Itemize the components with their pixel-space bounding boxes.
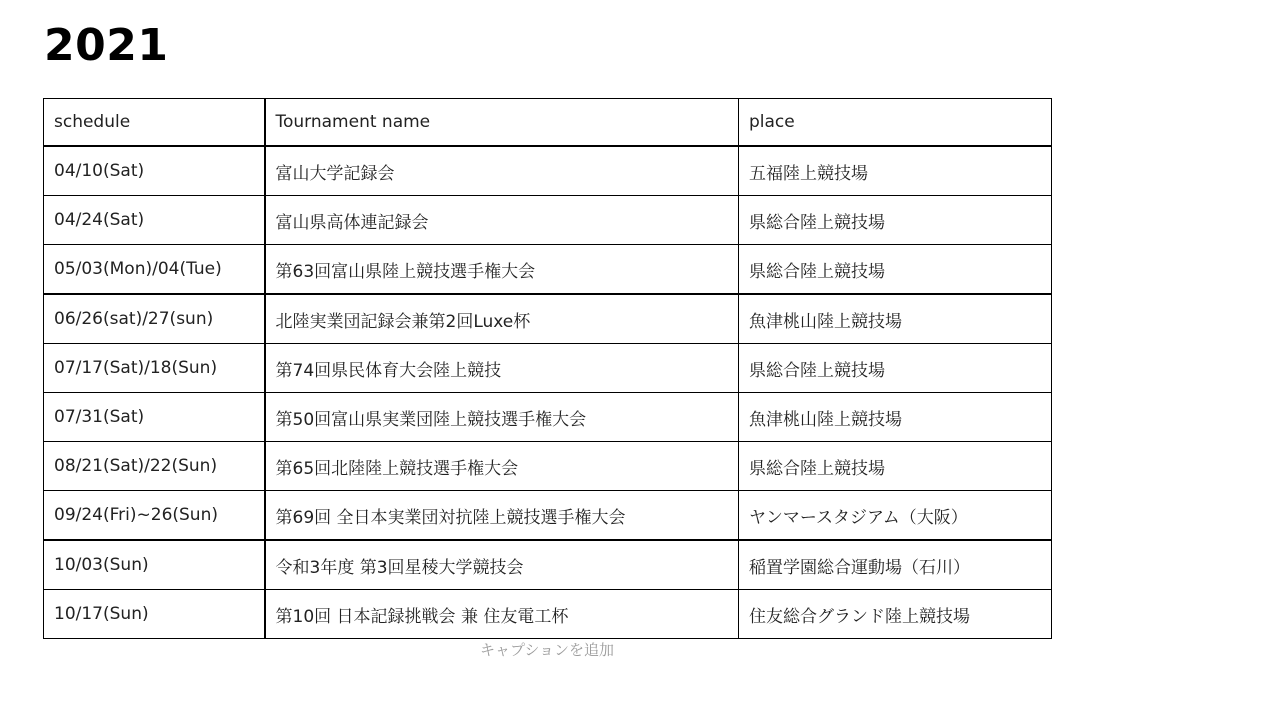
cell-tournament-name[interactable]: 第69回 全日本実業団対抗陸上競技選手権大会 — [265, 491, 739, 541]
table-row — [44, 442, 1052, 491]
cell-tournament-name[interactable]: 第10回 日本記録挑戦会 兼 住友電工杯 — [265, 590, 739, 639]
table-row — [44, 590, 1052, 639]
cell-schedule[interactable]: 07/31(Sat) — [44, 393, 265, 442]
table-row — [44, 393, 1052, 442]
header-tournament-name[interactable]: Tournament name — [265, 99, 739, 147]
cell-tournament-name[interactable]: 第74回県民体育大会陸上競技 — [265, 344, 739, 393]
table-header-row — [44, 99, 1052, 147]
cell-schedule[interactable]: 06/26(sat)/27(sun) — [44, 294, 265, 344]
cell-tournament-name[interactable]: 富山県高体連記録会 — [265, 196, 739, 245]
cell-place[interactable]: 魚津桃山陸上競技場 — [739, 393, 1052, 442]
table-row — [44, 491, 1052, 541]
cell-place[interactable]: 魚津桃山陸上競技場 — [739, 294, 1052, 344]
cell-place[interactable]: ヤンマースタジアム（大阪） — [739, 491, 1052, 541]
cell-schedule[interactable]: 10/17(Sun) — [44, 590, 265, 639]
cell-tournament-name[interactable]: 富山大学記録会 — [265, 146, 739, 196]
page-title: 2021 — [44, 20, 169, 71]
header-schedule[interactable]: schedule — [44, 99, 265, 147]
header-place[interactable]: place — [739, 99, 1052, 147]
cell-place[interactable]: 県総合陸上競技場 — [739, 344, 1052, 393]
cell-place[interactable]: 県総合陸上競技場 — [739, 196, 1052, 245]
cell-place[interactable]: 県総合陸上競技場 — [739, 245, 1052, 295]
cell-place[interactable]: 五福陸上競技場 — [739, 146, 1052, 196]
cell-place[interactable]: 住友総合グランド陸上競技場 — [739, 590, 1052, 639]
cell-schedule[interactable]: 04/10(Sat) — [44, 146, 265, 196]
cell-place[interactable]: 稲置学園総合運動場（石川） — [739, 540, 1052, 590]
cell-schedule[interactable]: 04/24(Sat) — [44, 196, 265, 245]
cell-schedule[interactable]: 07/17(Sat)/18(Sun) — [44, 344, 265, 393]
cell-schedule[interactable]: 05/03(Mon)/04(Tue) — [44, 245, 265, 295]
cell-tournament-name[interactable]: 第65回北陸陸上競技選手権大会 — [265, 442, 739, 491]
cell-schedule[interactable]: 08/21(Sat)/22(Sun) — [44, 442, 265, 491]
schedule-table — [43, 98, 1052, 639]
cell-tournament-name[interactable]: 第50回富山県実業団陸上競技選手権大会 — [265, 393, 739, 442]
cell-tournament-name[interactable]: 北陸実業団記録会兼第2回Luxe杯 — [265, 294, 739, 344]
cell-schedule[interactable]: 09/24(Fri)~26(Sun) — [44, 491, 265, 541]
cell-tournament-name[interactable]: 令和3年度 第3回星稜大学競技会 — [265, 540, 739, 590]
table-row — [44, 294, 1052, 344]
table-row — [44, 344, 1052, 393]
table-row — [44, 245, 1052, 295]
table-row — [44, 146, 1052, 196]
caption-placeholder[interactable]: キャプションを追加 — [479, 641, 615, 659]
cell-place[interactable]: 県総合陸上競技場 — [739, 442, 1052, 491]
cell-schedule[interactable]: 10/03(Sun) — [44, 540, 265, 590]
cell-tournament-name[interactable]: 第63回富山県陸上競技選手権大会 — [265, 245, 739, 295]
table-row — [44, 540, 1052, 590]
table-row — [44, 196, 1052, 245]
